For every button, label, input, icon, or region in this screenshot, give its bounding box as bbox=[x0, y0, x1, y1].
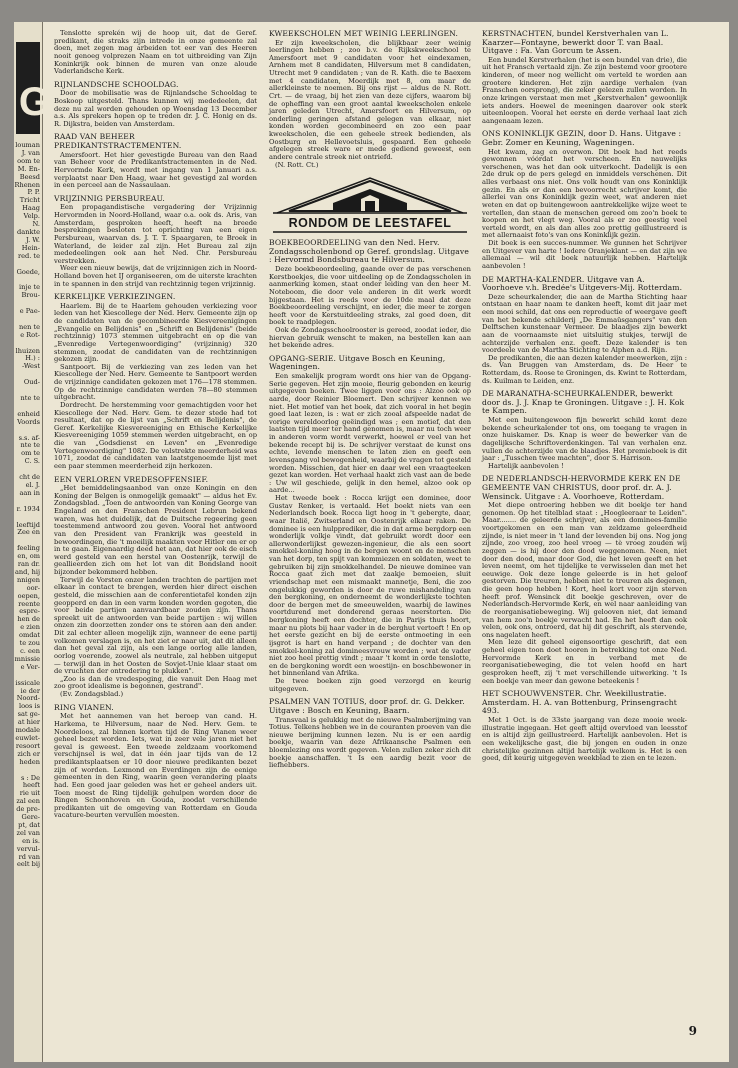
article-heading: RIJNLANDSCHE SCHOOLDAG. bbox=[54, 79, 179, 89]
newspaper-page bbox=[14, 22, 729, 1062]
article-paragraph: Deze scheurkalender, die aan de Martha Stichting haar ontstaan en haar naam te danken heeft, komt dit jaar met een mooi schild, dat ons een reproductie of weergave geeft van het bekende schilderij „De Emmaüsgangers" van den Delftschen kunstenaar Vermeer. De blaadjes zijn bewerkt aan de voornaamste niet uitsluitig stukjes, terwijl de achterzijde verhalen enz. geeft. Deze kalender is ten voordeele van de Martha Stichting te Alphen a.d. Rijn. bbox=[482, 292, 687, 355]
previous-page-heading-fragment: G bbox=[16, 42, 40, 134]
previous-page-fragment: oepen, bbox=[17, 591, 40, 600]
previous-page-fragment: resoort bbox=[15, 741, 40, 750]
column-middle-top bbox=[269, 30, 471, 169]
previous-page-fragment: Haag bbox=[22, 204, 40, 213]
previous-page-fragment: vervul- bbox=[16, 844, 40, 853]
previous-page-fragment: de pre- bbox=[16, 805, 40, 814]
previous-page-fragment: sat ge- bbox=[17, 710, 40, 719]
previous-page-fragment: aan in bbox=[19, 488, 40, 497]
article-paragraph: Dordrecht. De herstemming voor gemachtigden voor het Kiescollege der Ned. Herv. Gem. te dezer stede had tot resultaat, dat op de lijst van „Schrift en Belijdenis", de Geref. Kerkelijke Kiesvereeniging en Ethische Kerkelijke Kiesvereeniging 1059 stemmen werden uitgebracht, en op die van „Godsdienst en Leven" en „Evenredige Vertegenwoordiging" 1082. De volstrekte meerderheid was 1071, zoodat de candidaten van laatstgenoemde lijst met een paar stemmen meerderheid zijn herkozen. bbox=[54, 400, 257, 470]
article-paragraph: Weer een nieuw bewijs, dat de vrijzinnigen zich in Noord-Holland boven het IJ organiseeren, om de uiterste krachten in te spannen in den strijd van rechtzinnig tegen vrijzinnig. bbox=[54, 264, 257, 288]
article-heading: RING VIANEN. bbox=[54, 702, 114, 712]
previous-page-fragment: Goede, bbox=[16, 267, 40, 276]
previous-page-fragment: enheid bbox=[17, 409, 40, 418]
previous-page-fragment: nte te bbox=[20, 441, 40, 450]
previous-page-fragment: nen te bbox=[18, 322, 40, 331]
previous-page-fragment: heden bbox=[19, 757, 40, 766]
previous-page-fragment: -West bbox=[21, 362, 40, 371]
previous-page-fragment: omdat bbox=[18, 631, 40, 640]
previous-page-fragment: heeft bbox=[22, 781, 40, 790]
previous-page-fragment: e Rot- bbox=[20, 330, 40, 339]
previous-page-fragment: eelt bij bbox=[16, 860, 40, 869]
previous-page-fragment: Brou- bbox=[21, 291, 40, 300]
article-paragraph: De twee boeken zijn goed verzorgd en keurig uitgegeven. bbox=[269, 677, 471, 693]
previous-page-fragment: loos is bbox=[18, 702, 40, 711]
previous-page-fragment: en, om bbox=[17, 552, 40, 561]
previous-page-fragment: Gere- bbox=[21, 813, 40, 822]
previous-page-fragment: om te bbox=[21, 449, 40, 458]
article-paragraph: Haarlem. Bij de te Haarlem gehouden verkiezing voor leden van het Kiescollege der Ned. Herv. Gemeente zijn op de candidaten van de gecombineerde Kiesvereenigingen „Evangelie en Belijdenis" en „Schrift en Belijdenis" (beide rechtzinnig) 1073 stemmen uitgebracht en op die van „Evenredige Vertegenwoordiging" (vrijzinnig) 320 stemmen, zoodat de candidaten van de rechtzinnigen gekozen zijn. bbox=[54, 301, 257, 364]
previous-page-fragment: H.) : bbox=[25, 354, 40, 363]
previous-page-fragment: r. 1934 bbox=[16, 504, 40, 513]
article-heading: VRIJZINNIG PERSBUREAU. bbox=[54, 193, 165, 203]
previous-page-fragment: ie der bbox=[20, 686, 40, 695]
previous-page-fragment: Zee en bbox=[17, 528, 40, 537]
previous-page-fragment: modale bbox=[15, 726, 40, 735]
article-paragraph: Met het aannemen van het beroep van cand. H. Harkema, te Hilversum, naar de Ned. Herv. Gem. te Noordeloos, zal binnen korten tijd de Ring Vianen weer geheel bezet worden. Iets, wat in zeer vele jaren niet het geval is geweest. Een tweede zeldzaam voorkomend verschijnsel is wel, dat in één jaar tijds van de 12 predikantsplaatsen er 10 door nieuwe predikanten bezet zijn of worden. Lexmond en Everdingen zijn de eenige gemeenten in den Ring, waarin geen verandering plaats had. Een goed jaar geleden was het er geheel anders uit. Toen moest de Ring tijdelijk gehulpen worden door de Ringen Schoonhoven en Gouda, zoodat verschillende predikanten uit de omgeving van Rotterdam en Gouda vacature-beurten vervullen moesten. bbox=[54, 712, 257, 820]
article-heading: BOEKBEOORDEELING van den Ned. Herv. Zondagsscholenbond op Geref. grondslag. Uitgave : Hervormd Bondsbureau te Hilversum. bbox=[269, 238, 469, 265]
previous-page-fragment: and, hij bbox=[15, 567, 40, 576]
previous-page-fragment: zel van bbox=[16, 828, 40, 837]
previous-page-fragment: N. bbox=[32, 220, 40, 229]
article-paragraph: Een propagandistische vergadering der Vrijzinnig Hervormden in Noord-Holland, waar o.a. ook ds. Aris, van Amsterdam, gesproken heeft, heeft na breede besprekingen besloten tot oprichting van een eigen Persbureau, waarvan ds. J. T. T. Spaargaren, te Broek in Waterland, de leider zal zijn. Het Bureau zal zijn mededeelingen ook aan het Ned. Chr. Persbureau verstrekken. bbox=[54, 203, 257, 265]
article-paragraph: Ook de Zondagsschoolrooster is gereed, zoodat ieder, die hiervan gebruik wenscht te maken, na bestellen kan aan het bekende adres. bbox=[269, 326, 471, 350]
article-paragraph: Deze boekbeoordeeling, gaande over de pas verschenen Kerstboekjes, die voor uitdeeling op de Zondagsscholen in aanmerking komen, staat onder leiding van den heer M. Noteboom, die door vele anderen in dit werk wordt bijgestaan. Het is reeds voor de 10de maal dat deze Boekbeoordeeling verschijnt, en ieder, die meer te zorgen heeft voor de Kerstuitdeeling straks, zal goed doen, dit boek te raadplegen. bbox=[269, 265, 471, 327]
previous-page-fragment: s : De bbox=[21, 773, 40, 782]
article-paragraph: Door de mobilisatie was de Rijnlandsche Schooldag te Boskoop uitgesteld. Thans kunnen wij mededeelen, dat deze nu zal worden gehouden op Woensdag 13 December a.s. Als sprekers hopen op te treden dr. J. C. Honig en ds. R. Dijkstra, beiden van Amsterdam. bbox=[54, 89, 257, 128]
previous-page-fragment: lhuizen bbox=[15, 346, 40, 355]
previous-page-fragment: ran dr. bbox=[17, 560, 40, 569]
article-paragraph: Met een buitengewoon fijn bewerkt schild komt deze bekende scheurkalender tot ons, om toegang te vragen in onze huiskamer. Ds. Knap is weer de bewerker van de dagelijksche Schriftoverdenkingen. Tal van verhalen enz. vullen de achterzijde van de blaadjes. Het premieboek is dit jaar : „Tusschen twee machten", door S. Harrison. bbox=[482, 416, 687, 463]
article-heading: ONS KONINKLIJK GEZIN, door D. Hans. Uitgave : Gebr. Zomer en Keuning, Wageningen. bbox=[482, 129, 682, 147]
article-heading: KERKELIJKE VERKIEZINGEN. bbox=[54, 292, 176, 302]
previous-page-fragment: Noord- bbox=[16, 694, 40, 703]
article-paragraph: De predikanten, die aan dezen kalender meewerken, zijn : ds. Van Bruggen van Amsterdam, ds. De Heer te Rotterdam, ds. Roose te Groningen, ds. Kwint te Rotterdam, ds. Kuilman te Leiden, enz. bbox=[482, 353, 687, 385]
previous-page-fragment: Velp. bbox=[23, 212, 40, 221]
article-heading: OPGANG-SERIE. Uitgave Bosch en Keuning, Wageningen. bbox=[269, 353, 446, 372]
article-paragraph: Het tweede boek : Rocca krijgt een dominee, door Gustav Renker, is vertaald. Het boekt niets van een Nederlandsch boek. Rocca ligt hoog in 't gebergte, daar, waar Italië, Zwitserland en Oostenrijk elkaar raken. De dominee is een hulpprediker, die in dat arme bergdorp een wonderlijk volkje vindt, dat gebruikt wordt door een allerwonderlijkst gewezen-ingenieur, die als een soort smokkel-koning hoog in de bergen woont en de menschen van het dorp, ten spijt van kommiezen en soldaten, weet te gebruiken bij zijn smokkelhandel. De nieuwe dominee van Rocca gaat zich met dat zaakje bemoeien, sluit vriendschap met een mismaakt mannetje, Beni, die zoo ongelukkig geworden is door de ruwe mishandeling van den bergkoning, en onderneemt de wonderlijkste tochten door de bergen met de smeeuwelden, waarbij de lawines voortdurend met donderend geraas neerstorten. Die bergkoning heeft een dochter, die in Parijs thuis hoort, maar nu plots bij haar vader in de berghut vertoeft ! En op het eerste gezicht en bij de eerste ontmoeting in een ijsgrot is hart en hand verpand ; de dochter van den smokkel-koning zal domineesvrouw worden ; wat de vader niet zoo heel prettig vindt ; maar 't komt in orde tenslotte, en de bergkoning wordt een woestijn- en boschbewoner in het binnenland van Afrika. bbox=[269, 494, 471, 678]
previous-page-fragment: cht de bbox=[19, 473, 40, 482]
previous-page-text-fragments bbox=[14, 142, 42, 869]
column-middle bbox=[269, 30, 471, 1054]
previous-page-fragment: en is. bbox=[22, 836, 40, 845]
previous-page-fragment: feeling bbox=[17, 544, 40, 553]
previous-page-fragment: te zou bbox=[19, 639, 40, 648]
previous-page-fragment: c. een bbox=[20, 647, 40, 655]
column-left bbox=[54, 30, 257, 1054]
article-paragraph: Er zijn kweekscholen, die blijkbaar zeer weinig leerlingen hebben ; zoo b.v. de Rijkskweekschool te Amersfoort met 9 candidaten voor het eindexamen, Arnhem met 8 candidaten, Hilversum met 8 candidaten, Utrecht met 9 candidaten ; van de R. Kath. die te Baexem met 4 candidaten, Moerdijk met 8, om maar de allerkleinste te noemen. Bij ons rijst — aldus de N. Rott. Crt. — de vraag, bij het zien van deze cijfers, waarom bij de opheffing van een groot aantal kweekscholen enkele jaren geleden Utrecht, Amersfoort en Hilversum, op onderling geringen afstand gelegen van elkaar, niet konden worden gecombineerd en zoo een paar kweekscholen, die een geheele streek bedienden, als Oostburg en Hellevoetsluis, gespaard. Een geheele afgelegen streek ware er mede gediend geweest, een andere centrale streek niet ontriefd. bbox=[269, 38, 471, 161]
previous-page-fragment: oor- bbox=[26, 583, 40, 592]
previous-page-fragment: M. En- bbox=[17, 164, 40, 173]
article-heading: RAAD VAN BEHEER PREDIKANTSTRACTEMENTEN. bbox=[54, 132, 182, 151]
section-title: RONDOM DE LEESTAFEL bbox=[288, 216, 452, 231]
previous-page-fragment: nnigen bbox=[17, 575, 40, 584]
previous-page-fragment: inje te bbox=[19, 283, 40, 292]
previous-page-fragment: zal een bbox=[16, 797, 40, 806]
previous-page-fragment: mnissie bbox=[14, 654, 40, 663]
previous-page-fragment: at hier bbox=[17, 718, 40, 727]
article-source: (Ev. Zondagsblad.) bbox=[60, 690, 124, 699]
previous-page-fragment: euwlet- bbox=[15, 733, 40, 742]
previous-page-fragment: zich er bbox=[17, 749, 40, 758]
article-heading: DE MARTHA-KALENDER. Uitgave van A. Voorhoeve v.h. Bredée's Uitgevers-Mij. Rotterdam. bbox=[482, 274, 683, 293]
previous-page-fragment: reente bbox=[18, 599, 40, 608]
previous-page-fragment: J. W. bbox=[25, 235, 40, 244]
article-paragraph: Amersfoort. Het hier gevestigde Bureau van den Raad van Beheer voor de Predikantstractementen in de Ned. Hervormde Kerk, wordt met ingang van 1 Januari a.s. verplaatst naar Den Haag, waar het gevestigd zal worden in een perceel aan de Nassaulaan. bbox=[54, 150, 257, 190]
previous-page-fragment: dankte bbox=[17, 227, 40, 236]
previous-page-fragment: pt, dat bbox=[18, 820, 40, 829]
article-paragraph: Dit boek is een succes-nummer. We gunnen het Schrijver en Uitgever van harte ! Iedere Oranjeklant — en dat zijn we allemaal — wil dit boek natuurlijk hebben. Hartelijk aanbevolen ! bbox=[482, 239, 687, 270]
article-paragraph: Met 1 Oct. is de 33ste jaargang van deze mooie week-illustratie ingegaan. Het geeft altijd overvloed van leesstof en is altijd zijn geillustreerd. Hartelijk aanbevolen. Het is een wekelijksche gast, die bij jongen en ouden in onze christelijke gezinnen altijd hartelijk welkom is. Het is een goed, dit keurig uitgegeven weekblad te zien en te lezen. bbox=[482, 716, 687, 763]
article-paragraph: Een smakelijk program wordt ons hier van de Opgang-Serie gegeven. Het zijn mooie, fleurig gebonden en keurig uitgegeven boeken. Twee liggen voor ons : Alzoo ook op aarde, door Reinier Bloemert. Den schrijver kennen we niet. Het motief van het boek, dat zich vooral in het begin goed laat lezen, is : wat er zich zooal afspeelde nadat de vorige wereldoorlog geëindigd was ; een motief, dat den laatsten tijd meer ter hand genomen is, maar nu toch weer in anderen vorm wordt verwerkt, hoewel er veel van het bekende recept bij is. De schrijver verstaat de kunst ons echte, levende menschen te laten zien en geeft een levensgang vol bewogenheid, waarbij de vragen tot gesteld worden. Misschien, dat hier en daar wel een vraagteeken gezet kan worden. Het verhaal haakt zich vast aan de bede : Uw wil geschiede, gelijk in den hemel, alzoo ook op aarde... bbox=[269, 372, 471, 495]
article-heading: DE MARANATHA-SCHEURKALENDER, bewerkt door ds. J. J. Knap te Groningen. Uitgave : J. H. Kok te Kampen. bbox=[482, 389, 685, 416]
previous-page-fragment: Beesd bbox=[19, 172, 40, 181]
previous-page-fragment: issicale bbox=[15, 678, 40, 687]
article-heading: PSALMEN VAN TOTIUS, door prof. dr. G. Dekker. Uitgave : Bosch en Keuning, Baarn. bbox=[269, 697, 465, 715]
article-heading: KWEEKSCHOLEN MET WEINIG LEERLINGEN. bbox=[269, 29, 458, 38]
previous-page-fragment: Oud- bbox=[23, 378, 40, 387]
column-right bbox=[482, 30, 687, 1054]
previous-page-fragment: rie uit bbox=[19, 789, 40, 798]
previous-page-fragment: e Pae- bbox=[19, 307, 40, 316]
article-heading: KERSTNACHTEN, bundel Kerstverhalen van L. Kaarzer—Fontayne, bewerkt door T. van Baal. Uitgave : Fa. Van Gorcum te Assen. bbox=[482, 29, 669, 56]
previous-page-fragment: espre- bbox=[19, 607, 40, 616]
article-paragraph: Een bundel Kerstverhalen (het is een bundel van drie), die uit het Fransch vertaald zijn. Ze zijn bestemd voor grootere kinderen, of meer nog wellicht om verteld te worden aan grootere kinderen. Het zijn aardige verhalen (van Franschen oorsprong), die zeker gelezen zullen worden. In onze kringen verstaat men met „Kerstverhalen" gewoonlijk iets anders. Hoewel de meeningen daarover ook sterk uiteenloopen. Vooral het eerste en derde verhaal laat zich aangenaam lezen. bbox=[482, 55, 687, 125]
previous-page-fragment: e Ver- bbox=[20, 662, 40, 671]
previous-page-fragment: s.s. af- bbox=[18, 433, 40, 442]
article-paragraph: „Zoo is dan de vredespoging, die vanuit Den Haag met zoo groot idealisme is begonnen, gestrand". bbox=[54, 674, 257, 691]
previous-page-fragment: Hein- bbox=[21, 243, 40, 252]
previous-page-fragment: el. J. bbox=[25, 480, 40, 489]
previous-page-fragment: louman bbox=[15, 141, 40, 149]
previous-page-fragment: e zien bbox=[20, 623, 40, 632]
rondom-de-leestafel-banner bbox=[269, 177, 471, 235]
article-paragraph: Men leze dit geheel eigensoortige geschrift, dat een geheel eigen toon doet hooren in betrekking tot onze Ned. Hervormde Kerk en in verband met de reorganisatiebeweging, die tot velen hoofd en hart gesproken heeft, zij 't met verschillende uitwerking. 't Is een boekje van meer dan gewone beteekenis ! bbox=[482, 638, 687, 685]
article-paragraph: Tenslotte sprekén wij de hoop uit, dat de Geref. predikant, die straks zijn intrede in onze gemeente zal doen, met zegen mag arbeiden tot eer van des Heeren nooit genoeg volprezen Naam en tot uitbreiding van Zijn Koninkrijk ook binnen de muren van onze aloude Vaderlandsche Kerk. bbox=[54, 29, 257, 76]
previous-page-edge bbox=[14, 22, 50, 1062]
previous-page-fragment: nte te bbox=[20, 394, 40, 402]
article-heading: DE NEDERLANDSCH-HERVORMDE KERK EN DE GEMEENTE VAN CHRISTUS, door prof. dr. A. J. Wensinck. Uitgave : A. Voorhoeve, Rotterdam. bbox=[482, 474, 681, 501]
article-paragraph: Transvaal is gelukkig met de nieuwe Psalmberijming van Totius. Telkens hebben we in de couranten proeven van die nieuwe berijming kunnen lezen. Nu is er een aardig boekje, waarin van deze Afrikaansche Psalmen een bloemlezing ons wordt gegeven. Velen zullen zeker zich dit boekje aanschaffen. 't Is een aardig bezit voor de liefhebbers. bbox=[269, 715, 471, 770]
previous-page-fragment: J. van bbox=[21, 148, 40, 157]
previous-page-fragment: rd van bbox=[18, 852, 40, 861]
article-paragraph: Santpoort. Bij de verkiezing van zes leden van het Kiescollege der Ned. Herv. Gemeente te Santpoort werden de vrijzinnige candidaten gekozen met 176—178 stemmen. Op de rechtzinnige candidaten werden 78—80 stemmen uitgebracht. bbox=[54, 362, 257, 402]
column-middle-bottom bbox=[269, 239, 471, 770]
previous-page-fragment: Tricht bbox=[19, 196, 40, 205]
previous-page-fragment: C. S. bbox=[24, 457, 40, 466]
previous-page-fragment: leeftijd bbox=[16, 520, 40, 529]
article-heading: EEN VERLOREN VREDESOFFENSIEF. bbox=[54, 474, 209, 484]
article-paragraph: Met diepe ontroering hebben we dit boekje ter hand genomen. Op het titelblad staat : „Hoogleeraar te Leiden". Maar........ de geleerde schrijver, als een dominees-familie voortgekomen en een man van zeldzame geleerdheid zijnde, is niet meer in 't land der levenden bij ons. Nog jong zijnde, zoo vroeg, zoo heel vroeg — tè vroeg zouden wij zeggen — is hij door den dood weggenomen. Neen, niet door den dood, maar door God, die het leven geeft en het leven neemt, om het tijdelijke te verwisselen dan met het eeuwige. Ook deze longe geleerde is in het geloof gestorven. Die treuren, hebben niet te treuren als degenen, die geen hoop hebben ! Kort, heel kort voor zijn sterven heeft prof. Wensinck dit boekje geschreven, over de Nederlandsch-Hervormde Kerk, en wel naar aanleiding van de reorganisatiebeweging. Wij gelooven niet, dat iemand van hem zoo'n boekje verwacht had. En het heeft dan ook velen, ook ons, ontroerd, dat hij dit geschrift, als stervende, ons nagelaten heeft. bbox=[482, 501, 687, 639]
article-paragraph: „Het bemiddelingsaanbod van onze Koningin en den Koning der Belgen is onmogelijk gemaakt" — aldus het Ev. Zondagsblad. „Toen de antwoorden van Koning George van Engeland en den Franschen President Lebrun bekend waren, was het duidelijk, dat de Duitsche regeering geen toestemmend antwoord zou geven. Vooral het antwoord van den President van Frankrijk was geesteld in bewoordingen, die 't moeilijk maakten voor Hitler om er op in te gaan. Eigenaardig deed het aan, dat hier ook de eisch werd gesteld van een herstel van Oostenrijk, terwijl de geallieerden zich om het lot van dit Bondsland nooit bijzonder bekommerd hebben. bbox=[54, 484, 257, 577]
previous-page-fragment: hen de bbox=[17, 615, 40, 624]
article-paragraph: Terwijl de Vorsten onzer landen trachten de partijen met elkaar in contact te brengen, werden hier direct eischen gesteld, die misschien aan de conferentietafel konden zijn geopperd en dan in een varm konden worden gegoten, die voor beide partijen aanvaardbaar zouden zijn. Thans spreekt uit de antwoorden van beide partijen : wij willen onzen zin doorzetten zonder ons te storen aan den ander. Dit zal echter alleen mogelijk zijn, wanneer de eene partij volkomen verslagen is, en het ziet er naar uit, dat dit alleen dan het geval zal zijn, als een lange oorlog alle landen, oorlog voerende, zoowel als neutrale, zal hebben uitgeput — terwijl dan in het Oosten de Sovjet-Unie klaar staat om de vruchten der ontredering te plukken". bbox=[54, 575, 257, 676]
article-heading: HET SCHOUWVENSTER. Chr. Weekillustratie. Amsterdam. H. A. van Bottenburg, Prinsengracht 493. bbox=[482, 689, 677, 716]
article-source: (N. Rott. Ct.) bbox=[275, 160, 319, 169]
previous-page-fragment: red. te bbox=[17, 251, 40, 260]
previous-page-fragment: oom te bbox=[17, 156, 40, 165]
page-number: 9 bbox=[688, 1024, 697, 1038]
previous-page-fragment: P. P. bbox=[27, 188, 40, 197]
previous-page-fragment: Rhenen bbox=[14, 180, 40, 189]
article-paragraph: Het kwam, zag en overwon. Dit boek had het reeds gewonnen vóórdat het verscheen. En nauwelijks verschenen, was het dan ook uitverkocht. Dadelijk is een 2de druk op de pers gelegd en inmiddels verschenen. Dit alles verbaast ons niet. Ons volk houdt van ons Koninklijk gezin. En als er dan een bevoorrecht schrijver komt, die allerlei van ons Koninklijk gezin weet, wat anderen niet weten en dat op buitengewoon aantrekkelijke wijze weet te vertellen, dan staan de menschen gereed om zoo'n boek te koopen en het vlegt weg. Vooral als er zoo geestig veel verteld wordt, en als dan alles zoo prettig geïllustreerd is met allernaaist foto's van ons Koninklijk gezin. bbox=[482, 147, 687, 240]
previous-page-fragment: Voords bbox=[17, 417, 40, 426]
article-paragraph: Hartelijk aanbevolen ! bbox=[488, 461, 564, 470]
